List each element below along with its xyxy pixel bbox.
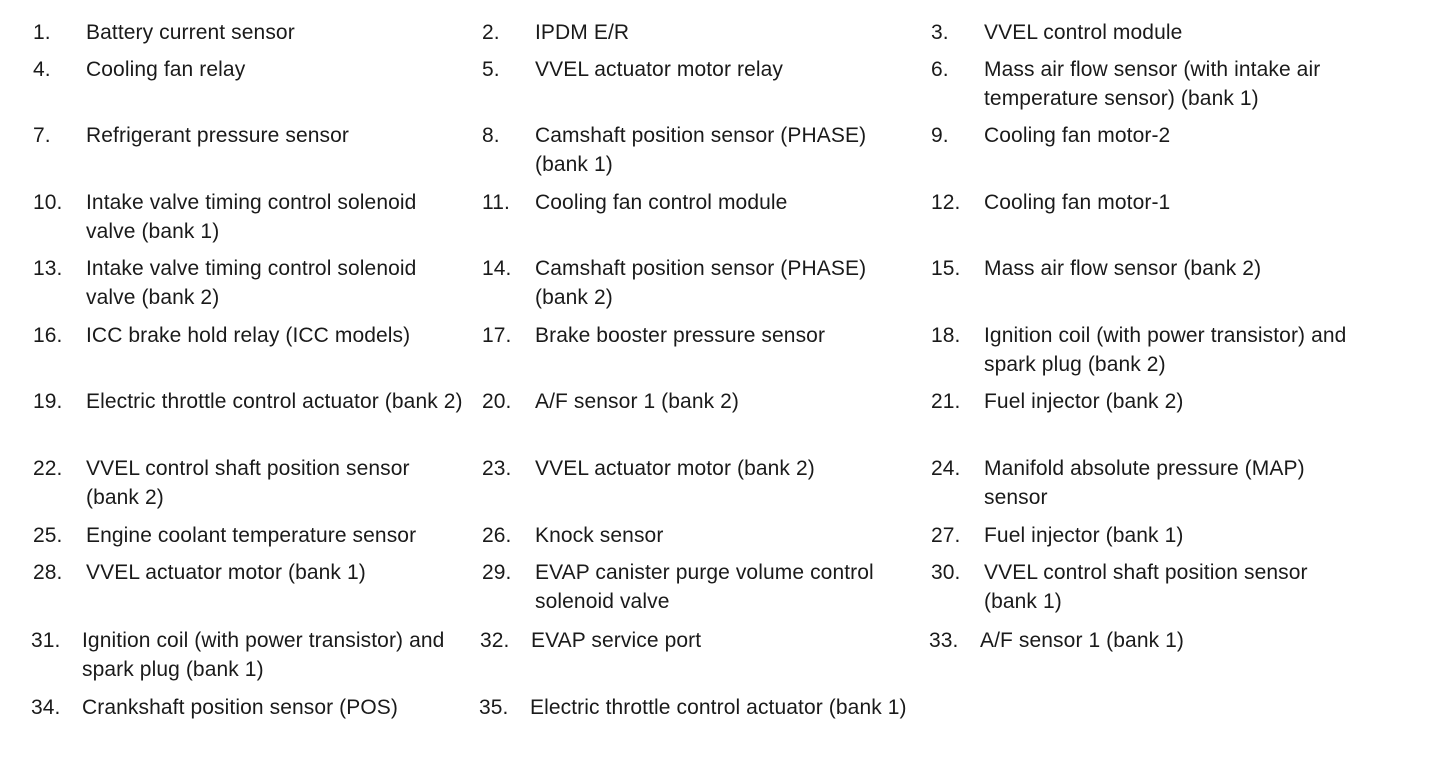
legend-entry-label: Fuel injector (bank 1) xyxy=(984,524,1184,547)
legend-entry-number: 2. xyxy=(482,21,500,44)
legend-entry-number: 16. xyxy=(33,324,63,347)
legend-entry-number: 32. xyxy=(480,629,510,652)
legend-entry-number: 9. xyxy=(931,124,949,147)
legend-entry-number: 30. xyxy=(931,561,961,584)
legend-entry-label: IPDM E/R xyxy=(535,21,630,44)
legend-entry-label: Crankshaft position sensor (POS) xyxy=(82,696,398,719)
legend-entry-number: 6. xyxy=(931,58,949,81)
legend-entry-number: 5. xyxy=(482,58,500,81)
legend-entry-number: 29. xyxy=(482,561,512,584)
legend-entry-number: 31. xyxy=(31,629,61,652)
legend-entry-label: Ignition coil (with power transistor) and spark plug (bank 2) xyxy=(984,324,1347,376)
legend-entry-number: 10. xyxy=(33,191,63,214)
legend-entry-number: 20. xyxy=(482,390,512,413)
legend-entry-label: Camshaft position sensor (PHASE) (bank 2) xyxy=(535,257,867,309)
legend-entry-label: Cooling fan relay xyxy=(86,58,246,81)
legend-entry-number: 34. xyxy=(31,696,61,719)
legend-entry-label: Camshaft position sensor (PHASE) (bank 1) xyxy=(535,124,867,176)
legend-entry-label: Refrigerant pressure sensor xyxy=(86,124,349,147)
legend-entry-number: 25. xyxy=(33,524,63,547)
legend-entry-label: VVEL control shaft position sensor (bank 2) xyxy=(86,457,410,509)
legend-entry-number: 19. xyxy=(33,390,63,413)
legend-entry-label: Knock sensor xyxy=(535,524,664,547)
legend-entry-number: 26. xyxy=(482,524,512,547)
legend-entry-label: VVEL actuator motor (bank 2) xyxy=(535,457,815,480)
legend-entry-label: Cooling fan motor-1 xyxy=(984,191,1171,214)
legend-entry-number: 21. xyxy=(931,390,961,413)
legend-entry-label: Intake valve timing control solenoid valve (bank 2) xyxy=(86,257,417,309)
legend-entry-number: 18. xyxy=(931,324,961,347)
legend-entry-label: Electric throttle control actuator (bank 2) xyxy=(86,390,463,413)
legend-entry-number: 23. xyxy=(482,457,512,480)
legend-entry-label: VVEL actuator motor relay xyxy=(535,58,783,81)
legend-entry-number: 13. xyxy=(33,257,63,280)
legend-entry-number: 14. xyxy=(482,257,512,280)
legend-entry-label: Cooling fan motor-2 xyxy=(984,124,1171,147)
legend-entry-label: A/F sensor 1 (bank 1) xyxy=(980,629,1185,652)
legend-entry-label: Engine coolant temperature sensor xyxy=(86,524,417,547)
legend-entry-number: 8. xyxy=(482,124,500,147)
legend-entry-label: EVAP canister purge volume control solenoid valve xyxy=(535,561,874,613)
legend-entry-number: 1. xyxy=(33,21,51,44)
legend-entry-number: 24. xyxy=(931,457,961,480)
legend-entry-label: Brake booster pressure sensor xyxy=(535,324,826,347)
legend-entry-number: 27. xyxy=(931,524,961,547)
legend-entry-number: 4. xyxy=(33,58,51,81)
legend-entry-number: 35. xyxy=(479,696,509,719)
legend-entry-label: EVAP service port xyxy=(531,629,702,652)
legend-entry-label: Ignition coil (with power transistor) and spark plug (bank 1) xyxy=(82,629,445,681)
legend-entry-label: VVEL actuator motor (bank 1) xyxy=(86,561,366,584)
legend-entry-number: 28. xyxy=(33,561,63,584)
legend-entry-label: Mass air flow sensor (with intake air temperature sensor) (bank 1) xyxy=(984,58,1321,110)
legend-entry-number: 3. xyxy=(931,21,949,44)
legend-entry-label: Cooling fan control module xyxy=(535,191,788,214)
legend-entry-label: Electric throttle control actuator (bank 1) xyxy=(530,696,907,719)
legend-entry-label: A/F sensor 1 (bank 2) xyxy=(535,390,740,413)
legend-entry-label: Mass air flow sensor (bank 2) xyxy=(984,257,1262,280)
legend-entry-number: 15. xyxy=(931,257,961,280)
legend-entry-label: Intake valve timing control solenoid valve (bank 1) xyxy=(86,191,417,243)
legend-entry-number: 7. xyxy=(33,124,51,147)
legend-entry-number: 17. xyxy=(482,324,512,347)
legend-entry-label: Fuel injector (bank 2) xyxy=(984,390,1184,413)
legend-entry-label: Manifold absolute pressure (MAP) sensor xyxy=(984,457,1305,509)
legend-entry-number: 33. xyxy=(929,629,959,652)
legend-entry-label: VVEL control shaft position sensor (bank 1) xyxy=(984,561,1308,613)
legend-entry-number: 22. xyxy=(33,457,63,480)
legend-entry-number: 11. xyxy=(482,191,510,214)
legend-entry-label: ICC brake hold relay (ICC models) xyxy=(86,324,411,347)
legend-entry-label: VVEL control module xyxy=(984,21,1183,44)
legend-entry-number: 12. xyxy=(931,191,961,214)
legend-entry-label: Battery current sensor xyxy=(86,21,295,44)
